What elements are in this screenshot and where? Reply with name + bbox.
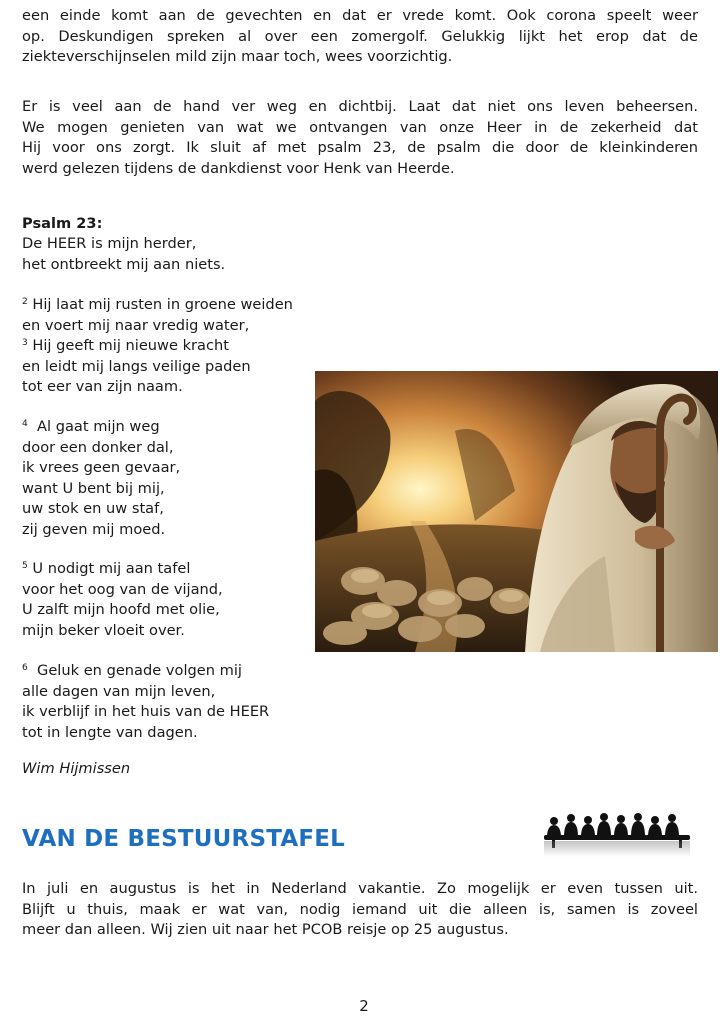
intro-paragraph-2 (22, 97, 698, 179)
psalm-line: voor het oog van de vijand, (22, 580, 223, 598)
text-line: op. Deskundigen spreken al over een zomergolf. Gelukkig lijkt het erop dat de (22, 27, 698, 45)
verse-number: 5 (22, 561, 28, 571)
boardroom-silhouette-icon (544, 807, 690, 857)
psalm-line: U zalft mijn hoofd met olie, (22, 601, 220, 618)
section-title: VAN DE BESTUURSTAFEL (22, 826, 346, 852)
verse-number: 4 (22, 419, 28, 429)
psalm-line: ik verblijf in het huis van de HEER (22, 703, 270, 720)
psalm-line: alle dagen van mijn leven, (22, 682, 216, 700)
section-paragraph (22, 879, 698, 941)
psalm-line: U nodigt mij aan tafel (32, 560, 191, 577)
psalm-line: het ontbreekt mij aan niets. (22, 255, 226, 273)
psalm-stanza-5 (22, 559, 223, 641)
psalm-stanza-6 (22, 661, 269, 743)
psalm-line: want U bent bij mij, (22, 479, 165, 497)
intro-paragraph-1 (22, 6, 698, 68)
verse-number: 2 (22, 297, 28, 307)
shepherd-painting (315, 371, 718, 652)
psalm-line: en voert mij naar vredig water, (22, 316, 250, 334)
psalm-stanza-2 (22, 295, 293, 398)
psalm-line: Geluk en genade volgen mij (37, 662, 242, 679)
psalm-line: De HEER is mijn herder, (22, 235, 197, 252)
psalm-line: ik vrees geen gevaar, (22, 459, 181, 476)
text-line: een einde komt aan de gevechten en dat er vrede komt. Ook corona speelt weer (22, 7, 698, 24)
psalm-line: zij geven mij moed. (22, 520, 166, 538)
psalm-line: uw stok en uw staf, (22, 500, 164, 517)
psalm-line: tot eer van zijn naam. (22, 378, 183, 395)
psalm-stanza-4 (22, 417, 180, 540)
text-line: We mogen genieten van wat we ontvangen van onze Heer in de zekerheid dat (22, 118, 698, 136)
verse-number: 3 (22, 338, 28, 348)
psalm-line: door een donker dal, (22, 438, 174, 456)
text-line: Hij voor ons zorgt. Ik sluit af met psalm 23, de psalm die door de kleinkinderen (22, 139, 698, 156)
text-line: ziekteverschijnselen mild zijn maar toch, wees voorzichtig. (22, 48, 453, 65)
psalm-line: Hij laat mij rusten in groene weiden (32, 296, 293, 313)
psalm-line: Hij geeft mij nieuwe kracht (32, 337, 229, 354)
psalm-line: tot in lengte van dagen. (22, 723, 198, 741)
psalm-line: mijn beker vloeit over. (22, 621, 185, 639)
text-line: In juli en augustus is het in Nederland vakantie. Zo mogelijk er even tussen uit. (22, 880, 698, 897)
text-line: meer dan alleen. Wij zien uit naar het PCOB reisje op 25 augustus. (22, 921, 509, 938)
text-line: werd gelezen tijdens de dankdienst voor Henk van Heerde. (22, 159, 455, 177)
author-signature: Wim Hijmissen (22, 760, 131, 777)
psalm-heading: Psalm 23: (22, 215, 103, 232)
text-line: Er is veel aan de hand ver weg en dichtbij. Laat dat niet ons leven beheersen. (22, 98, 698, 115)
psalm-stanza-1 (22, 234, 225, 275)
verse-number: 6 (22, 663, 28, 673)
psalm-23 (22, 214, 322, 741)
text-line: Blijft u thuis, maak er wat van, nodig iemand uit die alleen is, samen is zoveel (22, 900, 698, 918)
psalm-line: en leidt mij langs veilige paden (22, 357, 251, 375)
page-number: 2 (359, 997, 369, 1015)
psalm-line: Al gaat mijn weg (37, 418, 160, 435)
